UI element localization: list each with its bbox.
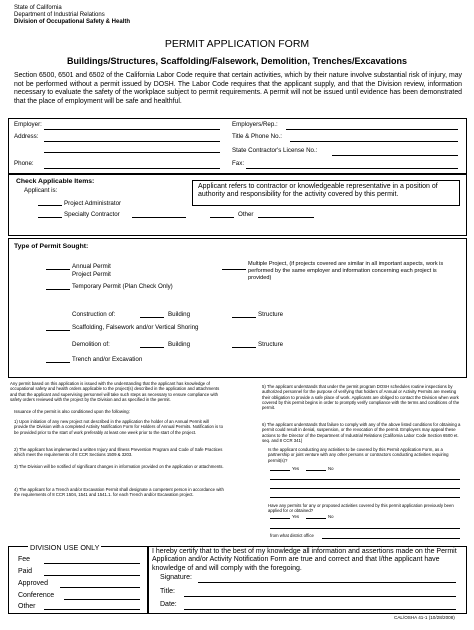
fax-label: Fax: [232,160,245,167]
terms-condition-4: 4) The applicant for a Trench and/or Excavation Permit shall designate a competent person in accordance with the requirements of 8 CCR 1504, 1541 and 1541.1. for each Trench and/or Excavation project. [14,487,224,498]
terms-intro: Any permit based on this application is issued with the understanding that the applicant has knowledge of occupational safety and health orders applicable to the project(s) described in the application and attachments and that the applicant and supervising personnel will take such steps as necessary to ensure compliance with safety orders reviewed with the project by the Division and as specified in the permit. [10,381,220,402]
fee-label: Fee [18,556,31,563]
temporary-permit-checkline[interactable] [46,289,70,290]
cert-title-label: Title: [160,588,175,595]
demolition-structure-checkline[interactable] [232,347,256,348]
rep-field[interactable] [286,129,458,130]
district-office-field[interactable] [322,538,460,539]
paid-label: Paid [18,568,33,575]
intro-paragraph: Section 6500, 6501 and 6502 of the California Labor Code require that certain activities, which by their nature involve substantial risk of injury, may not be performed without a permit issued by DOSH. The Labor Code requires that the applicant supply, and that the Division review, information necessary to evaluate the safety of the workplace subject to permit requirements. A permit will not be issued until evidence has been demonstrated that the place of employment will be safe and healthful. [14,72,462,105]
partnership-no-checkline[interactable] [306,470,326,471]
terms-condition-1: 1) Upon initiation of any new project not described in the application the holder of an Annual Permit will provide the Division with a completed Activity Notification Form for Holders of Annual Permits. Notification is to be provided prior to the start of work preferably at least one week prior to the start of the project. [14,419,223,435]
fee-field[interactable] [44,563,140,564]
terms-condition-3: 3) The Division will be notified of significant changes in information provided on the application or attachments. [14,464,224,469]
construction-building-label: Building [168,311,191,318]
construction-label: Construction of: [72,311,116,318]
approved-field[interactable] [60,587,140,588]
demolition-building-label: Building [168,341,191,348]
conference-label: Conference [18,592,55,599]
division-use-heading: DIVISION USE ONLY [30,543,100,552]
demolition-label: Demolition of: [72,341,110,348]
partnership-details-line-3[interactable] [270,497,460,498]
signature-field[interactable] [198,582,456,583]
construction-structure-label: Structure [258,311,284,318]
address-label: Address: [14,133,39,140]
previous-permit-question: Have any permits for any or proposed activities covered by this permit application previously been applied for or obtained? [268,503,454,514]
partnership-yes-checkline[interactable] [270,470,290,471]
address-field-2[interactable] [44,152,220,153]
project-admin-label: Project Administrator [64,200,122,207]
cert-date-field[interactable] [184,609,456,610]
terms-condition-2: 2) The applicant has implemented a written Injury and Illness Prevention Program and Code of Safe Practices which meet the requirements of 8 CCR Sections 1509 & 3203. [14,447,223,458]
previous-permit-no-label: No [328,514,334,519]
demolition-building-checkline[interactable] [140,347,164,348]
multiple-project-checkline[interactable] [222,269,246,270]
district-office-label: from what district office [270,533,314,538]
department-name: Department of Industrial Relations [14,12,105,18]
annual-permit-label: Annual Permit [72,263,111,270]
terms-condition-6: 6) The applicant understands that failure to comply with any of the above listed conditions for obtaining a permit could result in denial, suspension, or the revocation of the permit. Employers may appeal these actions to the Director of the Department of Industrial Relations (California Labor Code Section 6500 et. seq. and 8 CCR 341) [262,422,461,443]
phone-label: Phone: [14,160,34,167]
license-field[interactable] [332,155,458,156]
previous-permit-yes-checkline[interactable] [270,518,290,519]
terms-condition-5: 5) The applicant understands that under the permit program DOSH schedules routine inspections by authorized personnel for the purpose of verifying that holders of Annual or Activity Permits are meeting their obligation to provide a safe place of work. Applicants are obliged to contact the Division when work covered by this permit begins in order to promptly verify compliance with the terms and conditions of the permit. [262,384,460,411]
phone-field[interactable] [44,168,220,169]
specialty-contractor-checkline[interactable] [38,217,62,218]
fax-field[interactable] [246,168,458,169]
title-phone-label: Title & Phone No.: [232,133,282,140]
applicable-heading: Check Applicable Items: [16,178,95,185]
trench-checkline[interactable] [46,362,70,363]
permit-type-heading: Type of Permit Sought: [14,243,89,250]
other-label: Other [238,211,254,218]
partnership-question: Is the applicant conducting any activities to be covered by this Permit Application Form, as a partnership or joint venture with any other persons or contractors conducting activities requiring permit(s)? [268,447,449,463]
partnership-details-line-2[interactable] [270,488,460,489]
construction-structure-checkline[interactable] [232,317,256,318]
rep-label: Employers/Rep.: [232,121,278,128]
address-field[interactable] [44,141,220,142]
specialty-contractor-field[interactable] [132,217,186,218]
cert-title-field[interactable] [184,596,456,597]
terms-issuance: Issuance of the permit is also conditioned upon the following: [14,409,130,414]
multiple-project-label: Multiple Project, (if projects covered are similar in all important aspects, work is performed by the same employer and information concerning each project is provided) [248,261,444,281]
form-number: CAL/OSHA 41-1 (10/28/2008) [394,615,455,620]
previous-permit-no-checkline[interactable] [306,518,326,519]
other-division-label: Other [18,603,36,610]
division-name: Division of Occupational Safety & Health [14,19,131,25]
scaffolding-label: Scaffolding, Falsework and/or Vertical Shoring [72,324,199,331]
signature-label: Signature: [160,574,192,581]
demolition-structure-label: Structure [258,341,284,348]
scaffolding-checkline[interactable] [46,330,70,331]
approved-label: Approved [18,580,48,587]
agency-header [14,5,130,26]
specialty-contractor-label: Specialty Contractor [64,211,120,218]
applicant-notice: Applicant refers to contractor or knowledgeable representative in a position of authority and responsibility for the activity covered by this permit. [192,180,460,206]
project-permit-label: Project Permit [72,271,111,278]
other-field[interactable] [258,217,314,218]
other-division-field[interactable] [44,609,140,610]
cert-date-label: Date: [160,601,177,608]
applicant-is-label: Applicant is: [24,187,58,194]
partnership-yes-label: Yes [292,466,300,471]
paid-field[interactable] [44,575,140,576]
previous-permit-details-line[interactable] [270,528,460,529]
form-title: PERMIT APPLICATION FORM [164,38,310,50]
trench-label: Trench and/or Excavation [72,356,143,363]
annual-permit-checkline[interactable] [46,269,70,270]
conference-field[interactable] [64,599,140,600]
partnership-no-label: No [328,466,334,471]
previous-permit-yes-label: Yes [292,514,300,519]
partnership-details-line-1[interactable] [270,479,460,480]
title-phone-field[interactable] [290,141,458,142]
employer-field[interactable] [44,129,220,130]
form-subtitle: Buildings/Structures, Scaffolding/Falsework, Demolition, Trenches/Excavations [66,56,408,66]
project-admin-checkline[interactable] [38,205,62,206]
state-name: State of California [14,5,62,11]
temporary-permit-label: Temporary Permit (Plan Check Only) [72,283,173,290]
certification-text: I hereby certify that to the best of my knowledge all information and assertions made on the Permit Application and/or Activity Notification Form are true and correct and that I/the applicant have knowledge of and will comply with the foregoing. [152,548,457,572]
license-label: State Contractor's License No.: [232,147,318,154]
construction-building-checkline[interactable] [140,317,164,318]
other-checkline[interactable] [210,217,234,218]
employer-label: Employer: [14,121,42,128]
